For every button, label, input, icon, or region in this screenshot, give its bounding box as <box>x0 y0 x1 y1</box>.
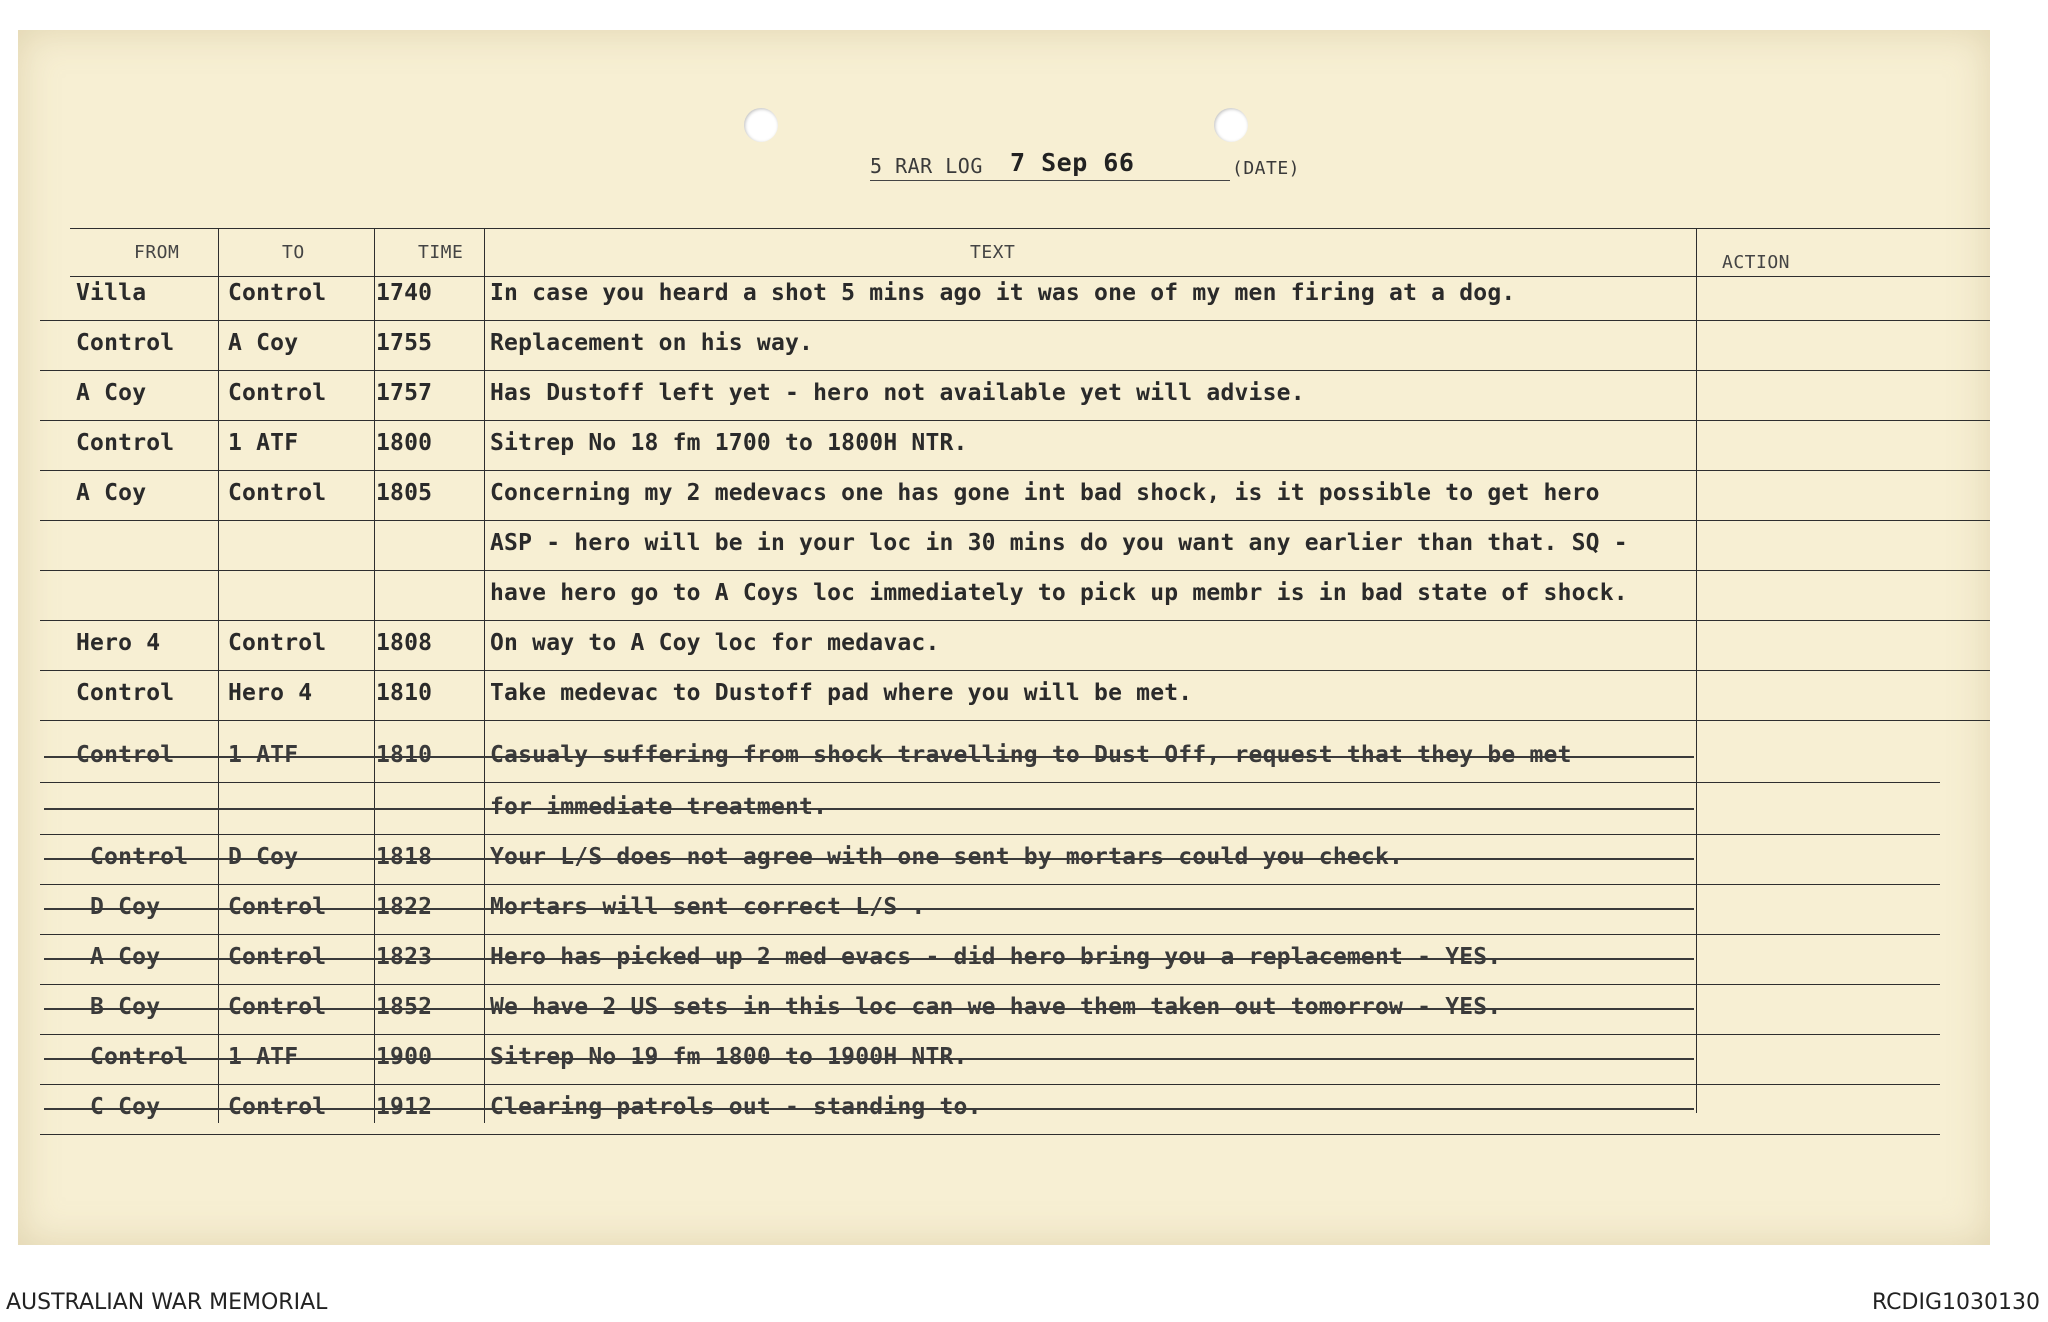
strikethrough-line <box>44 858 1694 860</box>
row-to: Control <box>228 994 327 1020</box>
table-row <box>70 742 1990 792</box>
row-to: Control <box>228 280 327 306</box>
row-time: 1852 <box>376 994 433 1020</box>
row-rule <box>40 320 1990 321</box>
table-row <box>70 794 1990 844</box>
row-to: 1 ATF <box>228 1044 299 1070</box>
header-divider <box>70 276 1990 277</box>
row-from: Control <box>76 680 175 706</box>
row-text: Mortars will sent correct L/S . <box>490 894 926 920</box>
row-from: Control <box>76 430 175 456</box>
row-from: Control <box>76 742 175 768</box>
row-rule <box>40 1084 1940 1085</box>
row-rule <box>40 620 1990 621</box>
row-to: Control <box>228 944 327 970</box>
row-rule <box>40 520 1990 521</box>
row-time: 1810 <box>376 742 433 768</box>
punch-hole <box>1214 108 1248 142</box>
row-text: Has Dustoff left yet - hero not available yet will advise. <box>490 380 1305 406</box>
row-time: 1755 <box>376 330 433 356</box>
row-to: A Coy <box>228 330 299 356</box>
row-rule <box>40 782 1940 783</box>
row-rule <box>40 470 1990 471</box>
header-underline <box>870 180 1230 181</box>
row-from: B Coy <box>90 994 161 1020</box>
table-row <box>70 944 1990 994</box>
log-name: 5 RAR LOG <box>870 154 983 178</box>
row-rule <box>40 370 1990 371</box>
row-from: A Coy <box>90 944 161 970</box>
strikethrough-line <box>44 908 1694 910</box>
table-row <box>70 994 1990 1044</box>
strikethrough-line <box>44 958 1694 960</box>
column-header-to: TO <box>282 242 305 263</box>
log-date: 7 Sep 66 <box>1010 148 1135 177</box>
row-text: Concerning my 2 medevacs one has gone int bad shock, is it possible to get hero <box>490 480 1600 506</box>
row-from: D Coy <box>90 894 161 920</box>
row-rule <box>40 1134 1940 1135</box>
row-time: 1818 <box>376 844 433 870</box>
table-row <box>70 1094 1990 1144</box>
log-table <box>70 228 1990 1128</box>
row-to: D Coy <box>228 844 299 870</box>
row-text: Take medevac to Dustoff pad where you will be met. <box>490 680 1193 706</box>
row-text: Casualy suffering from shock travelling to Dust Off, request that they be met <box>490 742 1572 768</box>
table-row <box>70 380 1990 430</box>
table-row <box>70 330 1990 380</box>
row-rule <box>40 934 1940 935</box>
strikethrough-line <box>44 1108 1694 1110</box>
table-row <box>70 844 1990 894</box>
row-rule <box>40 834 1940 835</box>
row-text: In case you heard a shot 5 mins ago it was one of my men firing at a dog. <box>490 280 1516 306</box>
row-rule <box>40 720 1990 721</box>
row-to: Hero 4 <box>228 680 313 706</box>
row-text: Hero has picked up 2 med evacs - did hero bring you a replacement - YES. <box>490 944 1502 970</box>
row-from: Control <box>90 844 189 870</box>
column-header-from: FROM <box>134 242 180 263</box>
table-row <box>70 530 1990 580</box>
table-row <box>70 1044 1990 1094</box>
row-text: ASP - hero will be in your loc in 30 mins do you want any earlier than that. SQ - <box>490 530 1628 556</box>
row-text: Sitrep No 19 fm 1800 to 1900H NTR. <box>490 1044 968 1070</box>
strikethrough-line <box>44 808 1694 810</box>
row-from: A Coy <box>76 480 147 506</box>
row-from: A Coy <box>76 380 147 406</box>
row-time: 1912 <box>376 1094 433 1120</box>
row-rule <box>40 884 1940 885</box>
footer-item-id: RCDIG1030130 <box>1871 1290 2040 1315</box>
row-from: Control <box>90 1044 189 1070</box>
table-row <box>70 630 1990 680</box>
row-time: 1805 <box>376 480 433 506</box>
footer-archive-name: AUSTRALIAN WAR MEMORIAL <box>6 1290 328 1315</box>
row-time: 1810 <box>376 680 433 706</box>
row-to: Control <box>228 380 327 406</box>
table-top-border <box>70 228 1990 229</box>
row-time: 1808 <box>376 630 433 656</box>
strikethrough-line <box>44 1008 1694 1010</box>
row-time: 1757 <box>376 380 433 406</box>
table-row <box>70 894 1990 944</box>
row-rule <box>40 1034 1940 1035</box>
row-text: have hero go to A Coys loc immediately to pick up membr is in bad state of shock. <box>490 580 1628 606</box>
punch-hole <box>744 108 778 142</box>
date-label: (DATE) <box>1232 158 1301 179</box>
row-text: Sitrep No 18 fm 1700 to 1800H NTR. <box>490 430 968 456</box>
row-rule <box>40 670 1990 671</box>
row-to: Control <box>228 1094 327 1120</box>
strikethrough-line <box>44 756 1694 758</box>
row-from: Hero 4 <box>76 630 161 656</box>
strikethrough-line <box>44 1058 1694 1060</box>
row-time: 1900 <box>376 1044 433 1070</box>
row-from: Control <box>76 330 175 356</box>
row-from: C Coy <box>90 1094 161 1120</box>
table-row <box>70 280 1990 330</box>
row-text: Your L/S does not agree with one sent by mortars could you check. <box>490 844 1404 870</box>
row-time: 1740 <box>376 280 433 306</box>
row-text: for immediate treatment. <box>490 794 828 820</box>
row-to: Control <box>228 480 327 506</box>
row-time: 1823 <box>376 944 433 970</box>
row-time: 1822 <box>376 894 433 920</box>
column-header-text: TEXT <box>970 242 1016 263</box>
table-row <box>70 580 1990 630</box>
row-rule <box>40 984 1940 985</box>
row-from: Villa <box>76 280 147 306</box>
table-row <box>70 680 1990 730</box>
table-row <box>70 480 1990 530</box>
row-to: Control <box>228 894 327 920</box>
row-to: 1 ATF <box>228 742 299 768</box>
table-row <box>70 430 1990 480</box>
row-text: Clearing patrols out - standing to. <box>490 1094 982 1120</box>
column-header-action: ACTION <box>1722 252 1791 273</box>
row-text: On way to A Coy loc for medavac. <box>490 630 940 656</box>
row-text: Replacement on his way. <box>490 330 814 356</box>
row-text: We have 2 US sets in this loc can we have them taken out tomorrow - YES. <box>490 994 1502 1020</box>
row-time: 1800 <box>376 430 433 456</box>
row-to: 1 ATF <box>228 430 299 456</box>
row-rule <box>40 420 1990 421</box>
row-to: Control <box>228 630 327 656</box>
row-rule <box>40 570 1990 571</box>
column-header-time: TIME <box>418 242 464 263</box>
